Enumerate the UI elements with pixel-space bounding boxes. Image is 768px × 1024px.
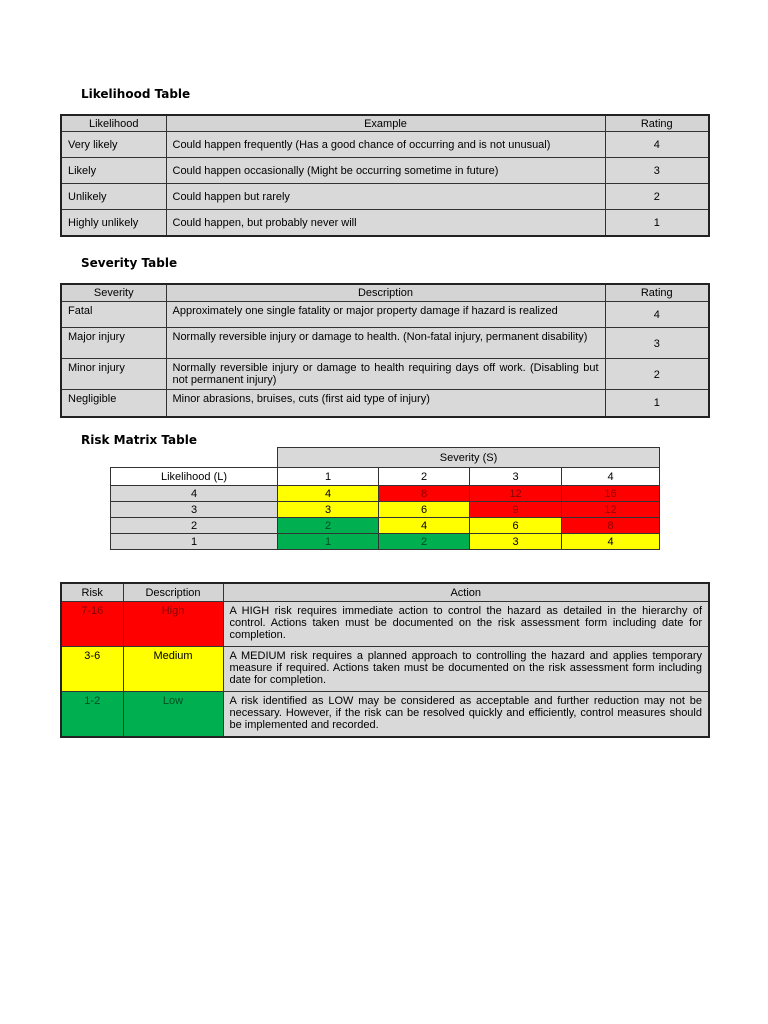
likelihood-level: Unlikely — [61, 184, 166, 210]
severity-rating: 3 — [605, 328, 709, 359]
likelihood-level: Highly unlikely — [61, 210, 166, 237]
column-header-action: Action — [223, 583, 709, 602]
likelihood-table-title: Likelihood Table — [81, 87, 191, 101]
matrix-row — [111, 502, 660, 518]
matrix-cell: 2 — [379, 534, 470, 550]
matrix-header-row — [111, 468, 660, 486]
severity-level: Negligible — [61, 390, 166, 417]
matrix-cell: 4 — [379, 518, 470, 534]
severity-rating: 2 — [605, 359, 709, 390]
risk-range: 7-16 — [61, 602, 123, 647]
risk-matrix-table — [110, 447, 660, 550]
matrix-severity-header-row — [111, 448, 660, 468]
table-row — [61, 132, 709, 158]
column-header-severity: Severity — [61, 284, 166, 302]
severity-level: Minor injury — [61, 359, 166, 390]
matrix-corner — [111, 448, 278, 468]
risk-level: High — [123, 602, 223, 647]
likelihood-rating: 3 — [605, 158, 709, 184]
likelihood-example: Could happen, but probably never will — [166, 210, 605, 237]
matrix-cell: 4 — [278, 486, 379, 502]
matrix-cell: 8 — [379, 486, 470, 502]
table-row — [61, 602, 709, 647]
table-header-row — [61, 284, 709, 302]
severity-description: Approximately one single fatality or major property damage if hazard is realized — [166, 302, 605, 328]
matrix-cell: 2 — [278, 518, 379, 534]
matrix-cell: 12 — [562, 502, 660, 518]
matrix-cell: 1 — [278, 534, 379, 550]
table-header-row — [61, 115, 709, 132]
matrix-severity-value: 3 — [470, 468, 562, 486]
risk-level-table — [60, 582, 710, 738]
severity-description: Normally reversible injury or damage to health requiring days off work. (Disabling but not permanent injury) — [166, 359, 605, 390]
risk-level: Medium — [123, 647, 223, 692]
matrix-cell: 8 — [562, 518, 660, 534]
matrix-cell: 12 — [470, 486, 562, 502]
table-row — [61, 184, 709, 210]
matrix-severity-value: 2 — [379, 468, 470, 486]
severity-description: Minor abrasions, bruises, cuts (first aid type of injury) — [166, 390, 605, 417]
column-header-rating: Rating — [605, 115, 709, 132]
likelihood-example: Could happen frequently (Has a good chance of occurring and is not unusual) — [166, 132, 605, 158]
risk-action: A HIGH risk requires immediate action to control the hazard as detailed in the hierarchy of control. Actions taken must be documented on the risk assessment form including date for completion. — [223, 602, 709, 647]
matrix-cell: 16 — [562, 486, 660, 502]
matrix-cell: 6 — [379, 502, 470, 518]
likelihood-table — [60, 114, 710, 237]
risk-action: A MEDIUM risk requires a planned approach to controlling the hazard and applies temporary measure if required. Actions taken must be documented on the risk assessment form including date for completion. — [223, 647, 709, 692]
risk-action: A risk identified as LOW may be considered as acceptable and further reduction may not be necessary. However, if the risk can be resolved quickly and efficiently, control measures should be implemented and recorded. — [223, 692, 709, 737]
likelihood-level: Likely — [61, 158, 166, 184]
column-header-likelihood: Likelihood — [61, 115, 166, 132]
matrix-likelihood-value: 2 — [111, 518, 278, 534]
matrix-severity-value: 1 — [278, 468, 379, 486]
column-header-description: Description — [123, 583, 223, 602]
severity-table-title: Severity Table — [81, 256, 178, 270]
likelihood-rating: 2 — [605, 184, 709, 210]
likelihood-rating: 1 — [605, 210, 709, 237]
matrix-cell: 3 — [470, 534, 562, 550]
table-header-row — [61, 583, 709, 602]
matrix-likelihood-header: Likelihood (L) — [111, 468, 278, 486]
matrix-cell: 3 — [278, 502, 379, 518]
likelihood-rating: 4 — [605, 132, 709, 158]
matrix-likelihood-value: 1 — [111, 534, 278, 550]
risk-level: Low — [123, 692, 223, 737]
matrix-severity-value: 4 — [562, 468, 660, 486]
matrix-cell: 9 — [470, 502, 562, 518]
table-row — [61, 390, 709, 417]
table-row — [61, 647, 709, 692]
column-header-risk: Risk — [61, 583, 123, 602]
severity-level: Major injury — [61, 328, 166, 359]
matrix-row — [111, 486, 660, 502]
likelihood-example: Could happen occasionally (Might be occurring sometime in future) — [166, 158, 605, 184]
risk-range: 3-6 — [61, 647, 123, 692]
table-row — [61, 359, 709, 390]
likelihood-example: Could happen but rarely — [166, 184, 605, 210]
table-row — [61, 210, 709, 237]
risk-range: 1-2 — [61, 692, 123, 737]
table-row — [61, 692, 709, 737]
table-row — [61, 158, 709, 184]
column-header-description: Description — [166, 284, 605, 302]
matrix-severity-header: Severity (S) — [278, 448, 660, 468]
severity-rating: 4 — [605, 302, 709, 328]
matrix-row — [111, 518, 660, 534]
column-header-example: Example — [166, 115, 605, 132]
table-row — [61, 302, 709, 328]
matrix-cell: 4 — [562, 534, 660, 550]
severity-table — [60, 283, 710, 418]
matrix-likelihood-value: 3 — [111, 502, 278, 518]
table-row — [61, 328, 709, 359]
severity-description: Normally reversible injury or damage to health. (Non-fatal injury, permanent disability) — [166, 328, 605, 359]
severity-rating: 1 — [605, 390, 709, 417]
likelihood-level: Very likely — [61, 132, 166, 158]
severity-level: Fatal — [61, 302, 166, 328]
risk-matrix-title: Risk Matrix Table — [81, 433, 197, 447]
column-header-rating: Rating — [605, 284, 709, 302]
matrix-likelihood-value: 4 — [111, 486, 278, 502]
matrix-row — [111, 534, 660, 550]
matrix-cell: 6 — [470, 518, 562, 534]
